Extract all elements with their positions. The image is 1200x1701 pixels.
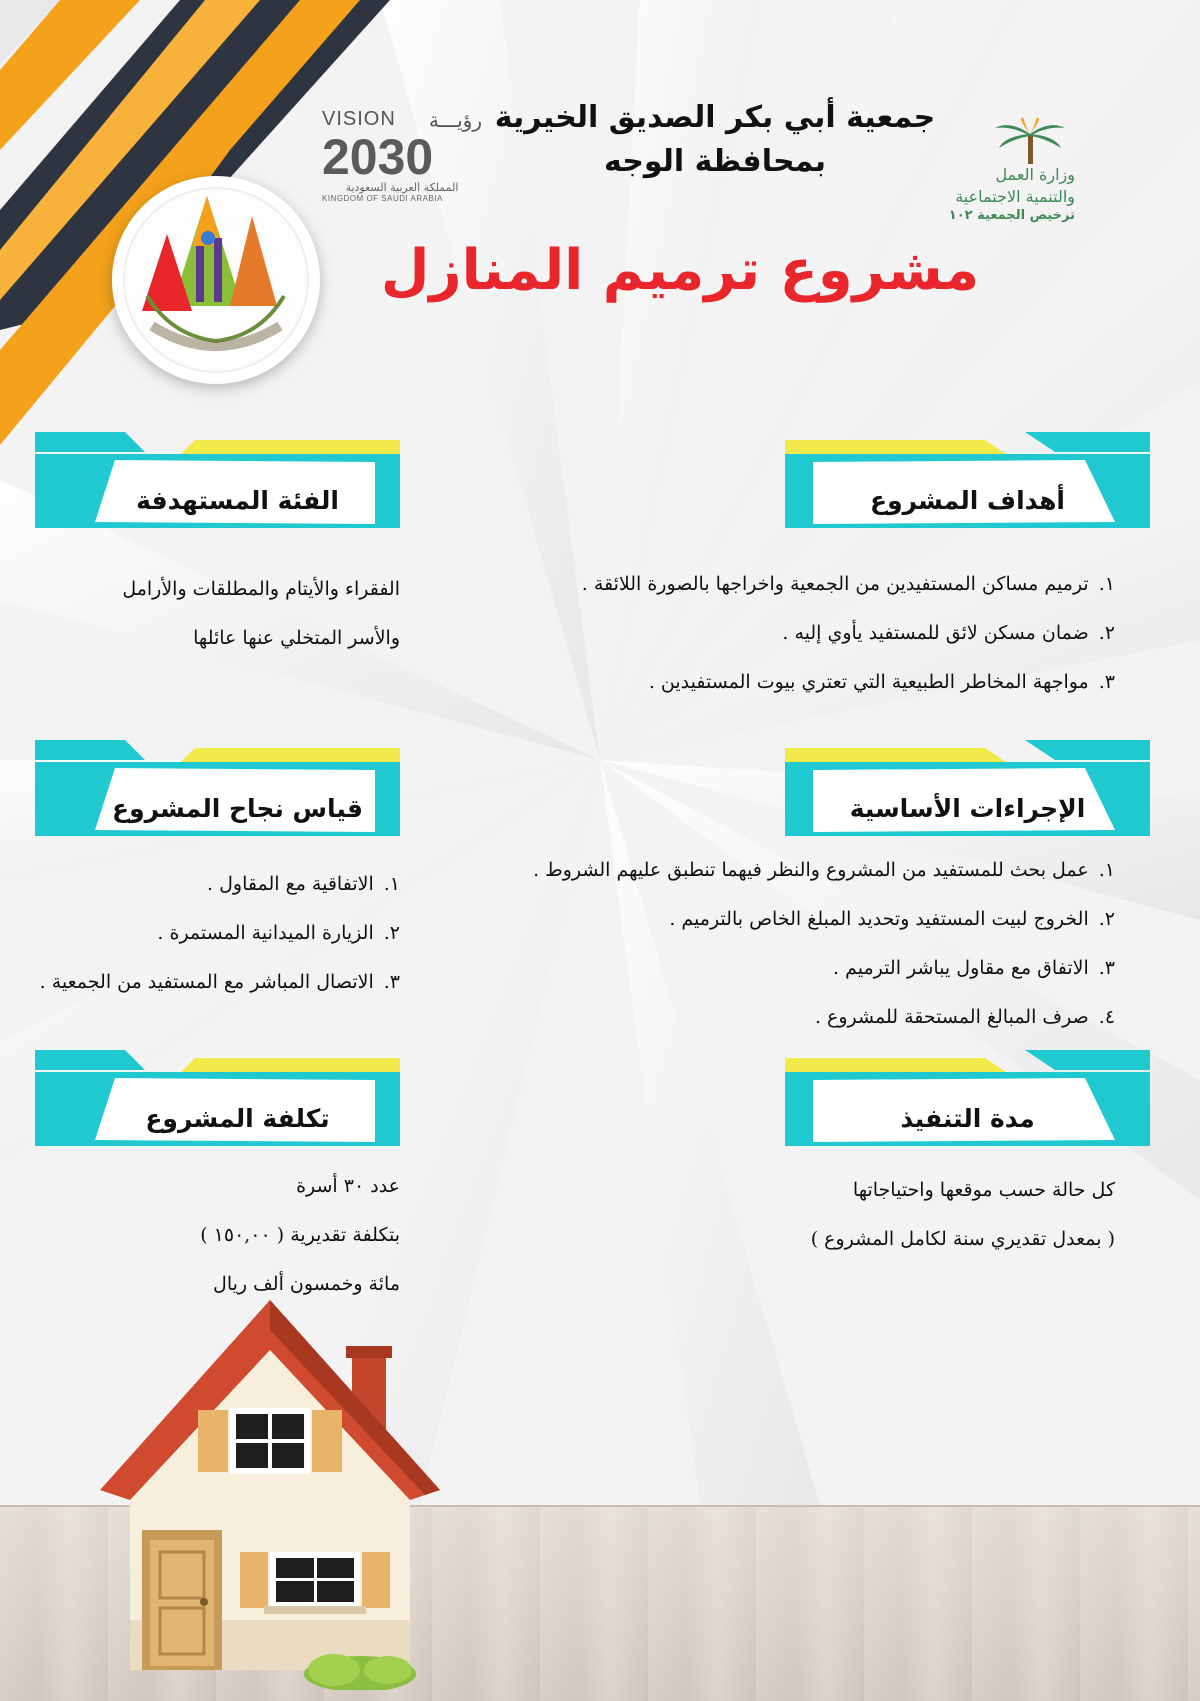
list-item-text: الاتصال المباشر مع المستفيد من الجمعية .	[39, 971, 374, 993]
text-line: بتكلفة تقديرية ( ١٥٠,٠٠ )	[200, 1224, 400, 1246]
page-title: مشروع ترميم المنازل	[380, 238, 980, 303]
procedures-list	[475, 846, 1115, 1042]
vision-country-en: KINGDOM OF SAUDI ARABIA	[322, 194, 443, 203]
text-line: مائة وخمسون ألف ريال	[213, 1273, 400, 1295]
list-item-text: صرف المبالغ المستحقة للمشروع .	[814, 1006, 1089, 1028]
org-name	[470, 96, 960, 184]
banner-cost	[35, 1050, 400, 1150]
text-line: والأسر المتخلي عنها عائلها	[193, 627, 400, 649]
list-item-number: ١.	[1098, 859, 1115, 881]
list-item-text: الاتفاق مع مقاول يباشر الترميم .	[833, 957, 1089, 979]
palm-icon	[995, 118, 1065, 164]
ministry-line2: والتنمية الاجتماعية	[955, 187, 1075, 206]
section-heading-goals: أهداف المشروع	[870, 485, 1065, 515]
vision-2030-logo	[322, 108, 482, 203]
list-item-number: ٢.	[383, 922, 400, 944]
list-item	[475, 609, 1115, 658]
section-heading-cost: تكلفة المشروع	[145, 1103, 330, 1133]
section-heading-procedures: الإجراءات الأساسية	[849, 793, 1086, 823]
list-item	[475, 846, 1115, 895]
vision-word: VISION	[322, 108, 396, 130]
list-item-text: عمل بحث للمستفيد من المشروع والنظر فيهما تنطبق عليهم الشروط .	[533, 859, 1089, 881]
house-illustration	[90, 1290, 450, 1690]
list-item	[475, 993, 1115, 1042]
list-item	[475, 560, 1115, 609]
list-item-text: الزيارة الميدانية المستمرة .	[157, 922, 374, 944]
vision-country-ar: المملكة العربية السعودية	[345, 181, 459, 194]
list-item-number: ٤.	[1098, 1006, 1115, 1028]
text-line: عدد ٣٠ أسرة	[296, 1175, 400, 1197]
list-item-number: ١.	[1098, 573, 1115, 595]
text-line: ( بمعدل تقديري سنة لكامل المشروع )	[810, 1228, 1115, 1250]
target-group-text	[40, 565, 400, 663]
section-heading-target: الفئة المستهدفة	[136, 485, 339, 515]
section-heading-success: قياس نجاح المشروع	[112, 793, 364, 823]
duration-text	[675, 1166, 1115, 1264]
list-item	[30, 860, 400, 909]
vision-year: 2030	[322, 129, 434, 185]
vision-ar: رؤيـــة	[428, 110, 482, 132]
ministry-line1: وزارة العمل	[995, 165, 1075, 184]
list-item-text: ترميم مساكن المستفيدين من الجمعية واخراجها بالصورة اللائقة .	[581, 573, 1089, 595]
list-item-number: ٢.	[1098, 622, 1115, 644]
org-name-line2: بمحافظة الوجه	[604, 144, 826, 179]
banner-target	[35, 432, 400, 532]
banner-procedures	[785, 740, 1150, 840]
goals-list	[475, 560, 1115, 707]
banner-success	[35, 740, 400, 840]
list-item	[475, 658, 1115, 707]
association-logo-emblem	[112, 176, 320, 384]
list-item-number: ٣.	[1098, 671, 1115, 693]
list-item-text: مواجهة المخاطر الطبيعية التي تعتري بيوت المستفيدين .	[648, 671, 1089, 693]
org-name-line1: جمعية أبي بكر الصديق الخيرية	[494, 100, 936, 135]
list-item	[30, 909, 400, 958]
section-heading-duration: مدة التنفيذ	[900, 1103, 1035, 1133]
association-logo	[112, 176, 320, 384]
ministry-license: ترخيص الجمعية ١٠٢	[948, 208, 1075, 223]
success-list	[30, 860, 400, 1007]
list-item	[475, 944, 1115, 993]
banner-duration	[785, 1050, 1150, 1150]
text-line: كل حالة حسب موقعها واحتياجاتها	[852, 1179, 1115, 1201]
ministry-logo	[925, 118, 1075, 223]
cost-text	[40, 1162, 400, 1309]
list-item-text: الاتفاقية مع المقاول .	[207, 873, 374, 895]
list-item	[30, 958, 400, 1007]
list-item-number: ٣.	[1098, 957, 1115, 979]
list-item-number: ٣.	[383, 971, 400, 993]
banner-goals	[785, 432, 1150, 532]
list-item-text: الخروج لبيت المستفيد وتحديد المبلغ الخاص بالترميم .	[669, 908, 1089, 930]
list-item-text: ضمان مسكن لائق للمستفيد يأوي إليه .	[782, 622, 1089, 644]
list-item-number: ٢.	[1098, 908, 1115, 930]
text-line: الفقراء والأيتام والمطلقات والأرامل	[122, 578, 400, 600]
list-item	[475, 895, 1115, 944]
list-item-number: ١.	[383, 873, 400, 895]
